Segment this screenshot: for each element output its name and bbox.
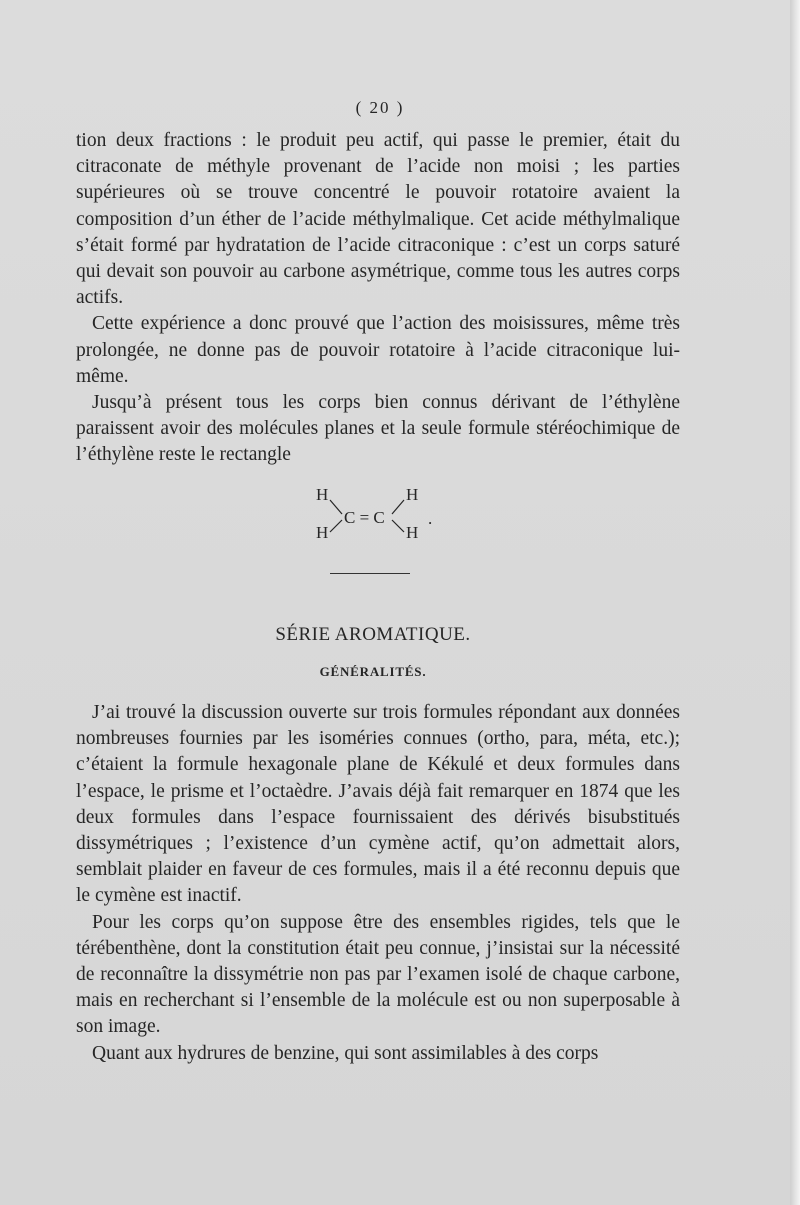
text-block-top [76,128,680,469]
ethylene-formula [312,484,442,548]
formula-bond [392,500,404,514]
section-divider [330,573,410,574]
paragraph: J’ai trouvé la discussion ouverte sur trois formules répondant aux données nombreuses fournies par les isoméries connues (ortho, para, méta, etc.); c’étaient la formule hexagonale plane de Kékulé et deux formules dans l’espace, le prisme et l’octaèdre. J’avais déjà fait remarquer en 1874 que les deux formules dans l’espace fournissaient des dérivés bisubstitués dissymétriques ; l’existence d’un cymène actif, qu’on admettait alors, semblait plaider en faveur de ces formules, mais il a été reconnu depuis que le cymène est inactif. [76,702,680,907]
formula-core: C = C [344,508,385,527]
formula-h-top-left: H [316,485,329,504]
paragraph: tion deux fractions : le produit peu actif, qui passe le premier, était du citraconate de méthyle provenant de l’acide non moisi ; les parties supérieures où se trouve concentré le pouvoir rotatoire avaient la composition d’un éther de l’acide méthylmalique. Cet acide méthylmalique s’était formé par hydratation de l’acide citraconique : c’est un corps saturé qui devait son pouvoir au carbone asymétrique, comme tous les autres corps actifs. [76,130,680,309]
section-title: SÉRIE AROMATIQUE. [275,624,471,645]
formula-bond [330,500,342,514]
page-number: ( 20 ) [355,98,405,117]
subsection-title: GÉNÉRALITÉS. [319,664,427,679]
formula-end-punctuation: . [428,509,433,528]
paragraph: Cette expérience a donc prouvé que l’action des moisissures, même très prolongée, ne donne pas de pouvoir rotatoire à l’acide citraconique lui-même. [76,313,680,387]
formula-h-top-right: H [406,485,419,504]
paragraph: Pour les corps qu’on suppose être des ensembles rigides, tels que le térébenthène, dont la constitution était peu connue, j’insistai sur la nécessité de reconnaître la dissymétrie non pas par l’examen isolé de chaque carbone, mais en recherchant si l’ensemble de la molécule est ou non superposable à son image. [76,911,680,1038]
formula-h-bottom-right: H [406,523,419,542]
text-block-bottom [76,700,680,1067]
formula-h-bottom-left: H [316,523,329,542]
paragraph: Quant aux hydrures de benzine, qui sont assimilables à des corps [92,1042,599,1064]
page-edge [790,0,800,1205]
formula-bond [330,520,342,532]
paragraph: Jusqu’à présent tous les corps bien connus dérivant de l’éthylène paraissent avoir des molécules planes et la seule formule stéréochimique de l’éthylène reste le rectangle [76,392,680,466]
formula-bond [392,520,404,532]
